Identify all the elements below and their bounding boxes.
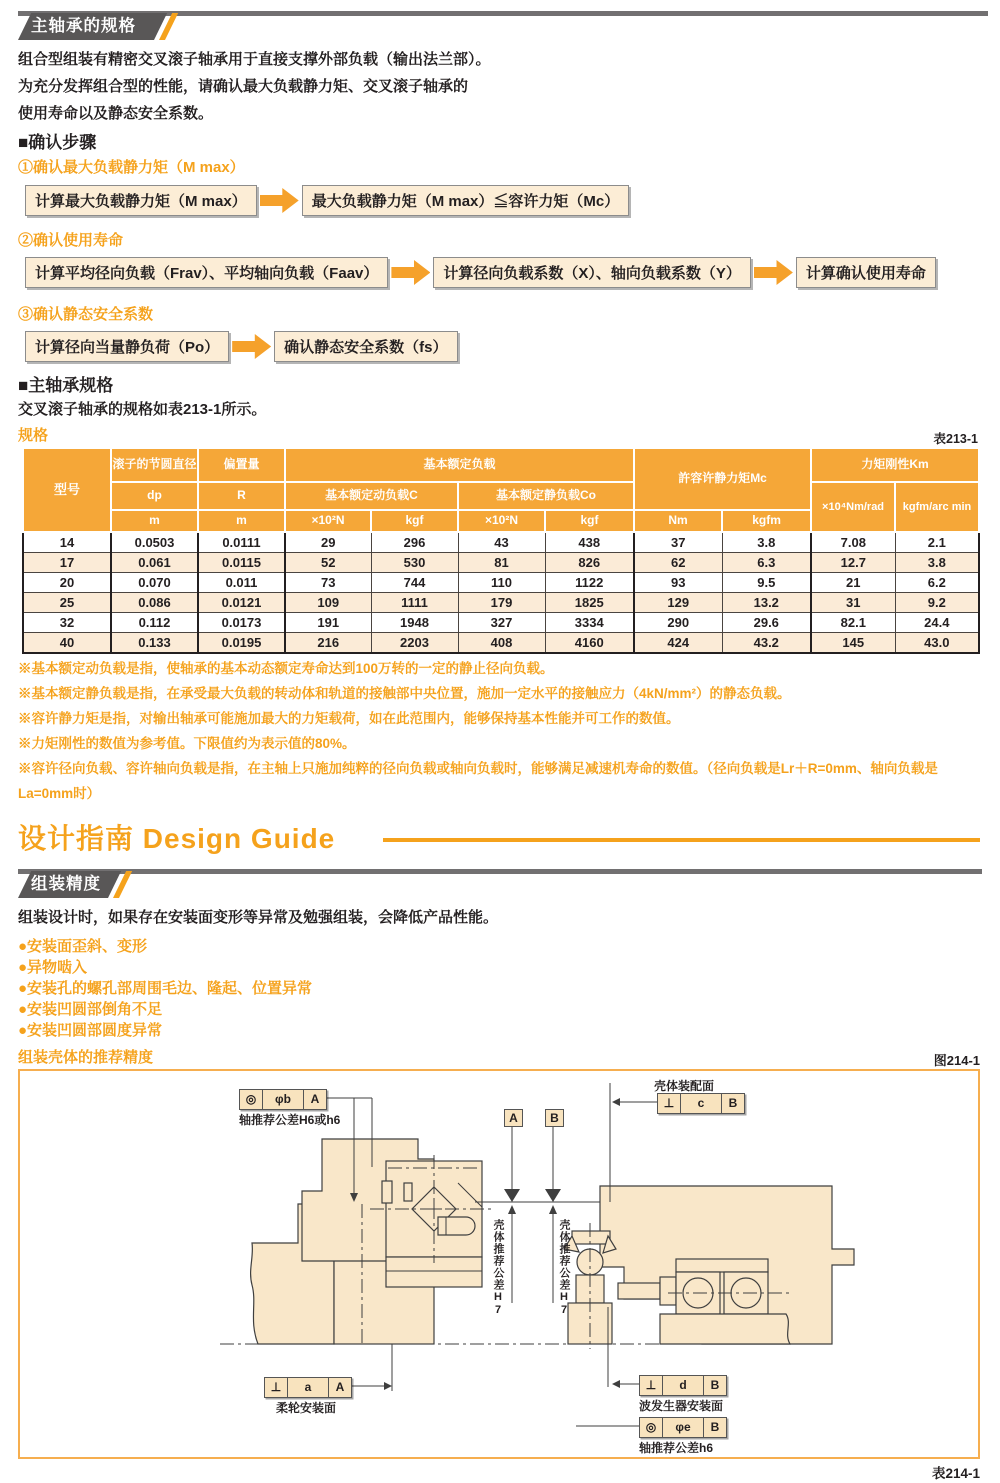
table-cell: 1948: [371, 613, 458, 633]
table-header: [23, 448, 979, 532]
figure-ref: 图214-1: [933, 1053, 980, 1068]
table-cell: 216: [285, 633, 371, 654]
flow-arrow-icon: [232, 334, 271, 359]
frame-datum: B: [710, 1378, 720, 1392]
table-cell: 0.0115: [198, 553, 285, 573]
col-header-static: 基本额定静负载Co: [458, 482, 634, 510]
table-cell: 37: [634, 532, 722, 553]
bullet-item: ●安装面歪斜、变形: [18, 938, 148, 955]
figure-title: 组装壳体的推荐精度: [18, 1049, 154, 1066]
flow-box: 最大负载静力矩（M max）≦容许力矩（Mc）: [302, 185, 630, 216]
table-row: [23, 633, 979, 654]
feature-frame-a: [264, 1377, 352, 1398]
unit-nm: Nm: [634, 510, 722, 532]
table-cell: 4160: [545, 633, 634, 654]
table-cell: 109: [285, 593, 371, 613]
table-cell: 9.5: [722, 573, 811, 593]
flow-arrow-icon: [754, 260, 793, 285]
table-cell: 6.2: [895, 573, 979, 593]
table-cell: 3334: [545, 613, 634, 633]
table-cell: 12.7: [811, 553, 895, 573]
table-cell: 2203: [371, 633, 458, 654]
flow-box: 计算平均径向负载（Frav）、平均轴向负载（Faav）: [25, 257, 388, 288]
unit-m: m: [198, 510, 285, 532]
feature-frame-d: [639, 1375, 727, 1396]
flow-box: 计算径向负载系数（X）、轴向负载系数（Y）: [433, 257, 751, 288]
table-cell: 0.0195: [198, 633, 285, 654]
table-cell: 290: [634, 613, 722, 633]
unit-m: m: [111, 510, 198, 532]
table-cell: 1111: [371, 593, 458, 613]
step3-label: ③确认静态安全系数: [18, 306, 154, 323]
table-cell: 31: [811, 593, 895, 613]
design-guide-heading: 设计指南 Design Guide: [18, 823, 336, 854]
table-cell: 29.6: [722, 613, 811, 633]
section-banner-main-bearing: [18, 13, 154, 40]
table-cell: 24.4: [895, 613, 979, 633]
table-cell: 81: [458, 553, 545, 573]
intro-line: 使用寿命以及静态安全系数。: [18, 105, 214, 122]
bullet-item: ●异物啮入: [18, 959, 88, 976]
col-header-dynamic: 基本额定动负载C: [285, 482, 458, 510]
table-cell: 0.061: [111, 553, 198, 573]
unit-kgf: kgf: [371, 510, 458, 532]
datum-triangle-a: [504, 1189, 520, 1202]
frame-value: a: [288, 1378, 329, 1397]
table-cell: 0.0121: [198, 593, 285, 613]
frame-value: d: [663, 1376, 704, 1395]
table-cell: 129: [634, 593, 722, 613]
footnote-line: ※容许径向负载、容许轴向负载是指，在主轴上只施加纯粹的径向负载或轴向负载时，能够满足减速机寿命的数值。（径向负载是Lr＋R=0mm、轴向负载是La=0mm时）: [18, 761, 938, 801]
section2-divider-bar: [18, 869, 982, 874]
unit-n: ×10²N: [285, 510, 371, 532]
table-cell: 0.0173: [198, 613, 285, 633]
wave-generator-face-label: 波发生器安装面: [639, 1399, 724, 1413]
col-header-mc: 許容许静力矩Mc: [634, 448, 811, 510]
footnote-line: ※基本额定动负载是指，使轴承的基本动态额定寿命达到100万转的一定的静止径向负载。: [18, 661, 554, 676]
bolt: [618, 1283, 660, 1299]
unit-n: ×10²N: [458, 510, 545, 532]
col-header-km: 力矩刚性Km: [811, 448, 979, 482]
spec-heading: ■主轴承规格: [18, 376, 114, 395]
table-ref: 表213-1: [933, 432, 978, 446]
col-header-dp: dp: [111, 482, 198, 510]
table-cell: 0.070: [111, 573, 198, 593]
table-cell: 14: [23, 532, 111, 553]
datum-label-b: B: [545, 1109, 564, 1127]
table-cell: 2.1: [895, 532, 979, 553]
flow-arrow-icon: [260, 188, 299, 213]
step1-label: ①确认最大负载静力矩（M max）: [18, 159, 245, 176]
col-header-pitch-dia: 滚子的节圆直径: [111, 448, 198, 482]
table-cell: 93: [634, 573, 722, 593]
housing-face-label: 壳体装配面: [654, 1079, 715, 1093]
table-row: [23, 532, 979, 553]
table-row: [23, 613, 979, 633]
unit-kgf: kgf: [545, 510, 634, 532]
feature-frame-c: [657, 1093, 745, 1114]
design-guide-rule: [383, 838, 980, 842]
housing-tolerance-label-2: 壳体推荐公差H7: [558, 1219, 570, 1317]
feature-frame-phie: [639, 1417, 727, 1438]
table-cell: 179: [458, 593, 545, 613]
table-cell: 25: [23, 593, 111, 613]
col-header-r: R: [198, 482, 285, 510]
frame-datum: B: [728, 1096, 738, 1110]
table-cell: 9.2: [895, 593, 979, 613]
flow-box: 计算确认使用寿命: [796, 257, 936, 288]
table-cell: 3.8: [722, 532, 811, 553]
flow-box: 计算最大负载静力矩（M max）: [25, 185, 257, 216]
unit-kgfm: kgfm: [722, 510, 811, 532]
bullet-item: ●安装凹圆部圆度异常: [18, 1022, 163, 1039]
table-cell: 20: [23, 573, 111, 593]
frame-datum: B: [710, 1420, 720, 1434]
assembly-accuracy-figure: [18, 1069, 980, 1459]
table-cell: 43.0: [895, 633, 979, 654]
table-cell: 145: [811, 633, 895, 654]
table-cell: 43.2: [722, 633, 811, 654]
table-cell: 62: [634, 553, 722, 573]
datum-triangle-b: [545, 1189, 561, 1202]
table-cell: 17: [23, 553, 111, 573]
caution-bullet-list: [18, 936, 312, 1041]
table-cell: 110: [458, 573, 545, 593]
intro-line: 组合型组装有精密交叉滚子轴承用于直接支撑外部负载（输出法兰部）。: [18, 51, 491, 68]
table-cell: 327: [458, 613, 545, 633]
table-cell: 296: [371, 532, 458, 553]
assembly-paragraph: 组装设计时，如果存在安装面变形等异常及勉强组装，会降低产品性能。: [18, 909, 499, 926]
table-row: [23, 573, 979, 593]
table-cell: 73: [285, 573, 371, 593]
table-cell: 32: [23, 613, 111, 633]
bolt: [438, 1217, 475, 1235]
table-cell: 191: [285, 613, 371, 633]
table-row: [23, 593, 979, 613]
table-title: 规格: [18, 427, 49, 444]
table-cell: 0.086: [111, 593, 198, 613]
table-cell: 530: [371, 553, 458, 573]
frame-value: c: [681, 1094, 722, 1113]
table-cell: 0.112: [111, 613, 198, 633]
table-cell: 408: [458, 633, 545, 654]
table-cell: 826: [545, 553, 634, 573]
bearing-spec-table: [22, 447, 980, 654]
step2-label: ②确认使用寿命: [18, 232, 124, 249]
table-cell: 6.3: [722, 553, 811, 573]
concentricity-icon: ◎: [240, 1090, 263, 1109]
bottom-table-ref: 表214-1: [931, 1466, 980, 1481]
footnotes: [18, 656, 986, 806]
shaft-tolerance-top-label: 轴推荐公差H6或h6: [239, 1113, 341, 1127]
table-cell: 1825: [545, 593, 634, 613]
table-cell: 13.2: [722, 593, 811, 613]
table-row: [23, 553, 979, 573]
table-cell: 43: [458, 532, 545, 553]
table-cell: 0.011: [198, 573, 285, 593]
frame-value: φe: [663, 1418, 704, 1437]
col-header-kgfarc: kgfm/arc min: [895, 482, 979, 532]
table-cell: 82.1: [811, 613, 895, 633]
section2-title: 组装精度: [31, 875, 101, 893]
table-cell: 438: [545, 532, 634, 553]
col-header-offset: 偏置量: [198, 448, 285, 482]
bullet-item: ●安装孔的螺孔部周围毛边、隆起、位置异常: [18, 980, 313, 997]
table-cell: 424: [634, 633, 722, 654]
step2-flow: [25, 257, 936, 288]
perpendicularity-icon: ⊥: [265, 1378, 288, 1397]
section-banner-assembly-accuracy: [18, 871, 108, 898]
frame-datum: A: [335, 1380, 345, 1394]
shaft-tolerance-bottom-label: 轴推荐公差h6: [639, 1441, 714, 1455]
datum-label-a: A: [504, 1109, 523, 1127]
table-cell: 29: [285, 532, 371, 553]
table-cell: 52: [285, 553, 371, 573]
col-header-nmrad: ×10⁴Nm/rad: [811, 482, 895, 532]
col-header-basic-load: 基本额定负载: [285, 448, 634, 482]
housing-tolerance-label-1: 壳体推荐公差H7: [492, 1219, 504, 1317]
flow-arrow-icon: [391, 260, 430, 285]
table-cell: 21: [811, 573, 895, 593]
steps-heading: ■确认步骤: [18, 133, 97, 152]
table-cell: 0.0111: [198, 532, 285, 553]
perpendicularity-icon: ⊥: [658, 1094, 681, 1113]
perpendicularity-icon: ⊥: [640, 1376, 663, 1395]
intro-paragraph: [18, 46, 491, 127]
table-cell: 40: [23, 633, 111, 654]
flow-box: 确认静态安全系数（fs）: [274, 331, 457, 362]
table-cell: 744: [371, 573, 458, 593]
col-header-model: 型号: [23, 448, 111, 532]
step1-flow: [25, 185, 629, 216]
footnote-line: ※容许静力矩是指，对输出轴承可能施加最大的力矩载荷，如在此范围内，能够保持基本性能并可工作的数值。: [18, 711, 680, 726]
left-assembly: [251, 1139, 482, 1344]
table-cell: 3.8: [895, 553, 979, 573]
table-cell: 0.133: [111, 633, 198, 654]
table-cell: 0.0503: [111, 532, 198, 553]
intro-line: 为充分发挥组合型的性能，请确认最大负载静力矩、交叉滚子轴承的: [18, 78, 469, 95]
feature-frame-phib: [239, 1089, 327, 1110]
table-body: [23, 532, 979, 653]
frame-value: φb: [263, 1090, 304, 1109]
concentricity-icon: ◎: [640, 1418, 663, 1437]
spec-note: 交叉滚子轴承的规格如表213-1所示。: [18, 401, 267, 418]
bullet-item: ●安装凹圆部倒角不足: [18, 1001, 163, 1018]
flexspline-face-label: 柔轮安装面: [276, 1401, 337, 1415]
footnote-line: ※力矩刚性的数值为参考值。下限值约为表示值的80%。: [18, 736, 356, 751]
frame-datum: A: [310, 1092, 320, 1106]
flow-box: 计算径向当量静负荷（Po）: [25, 331, 229, 362]
table-cell: 7.08: [811, 532, 895, 553]
step3-flow: [25, 331, 458, 362]
table-cell: 1122: [545, 573, 634, 593]
section-title: 主轴承的规格: [31, 17, 136, 35]
footnote-line: ※基本额定静负载是指，在承受最大负载的转动体和轨道的接触部中央位置，施加一定水平的接触应力（4kN/mm²）的静态负载。: [18, 686, 791, 701]
